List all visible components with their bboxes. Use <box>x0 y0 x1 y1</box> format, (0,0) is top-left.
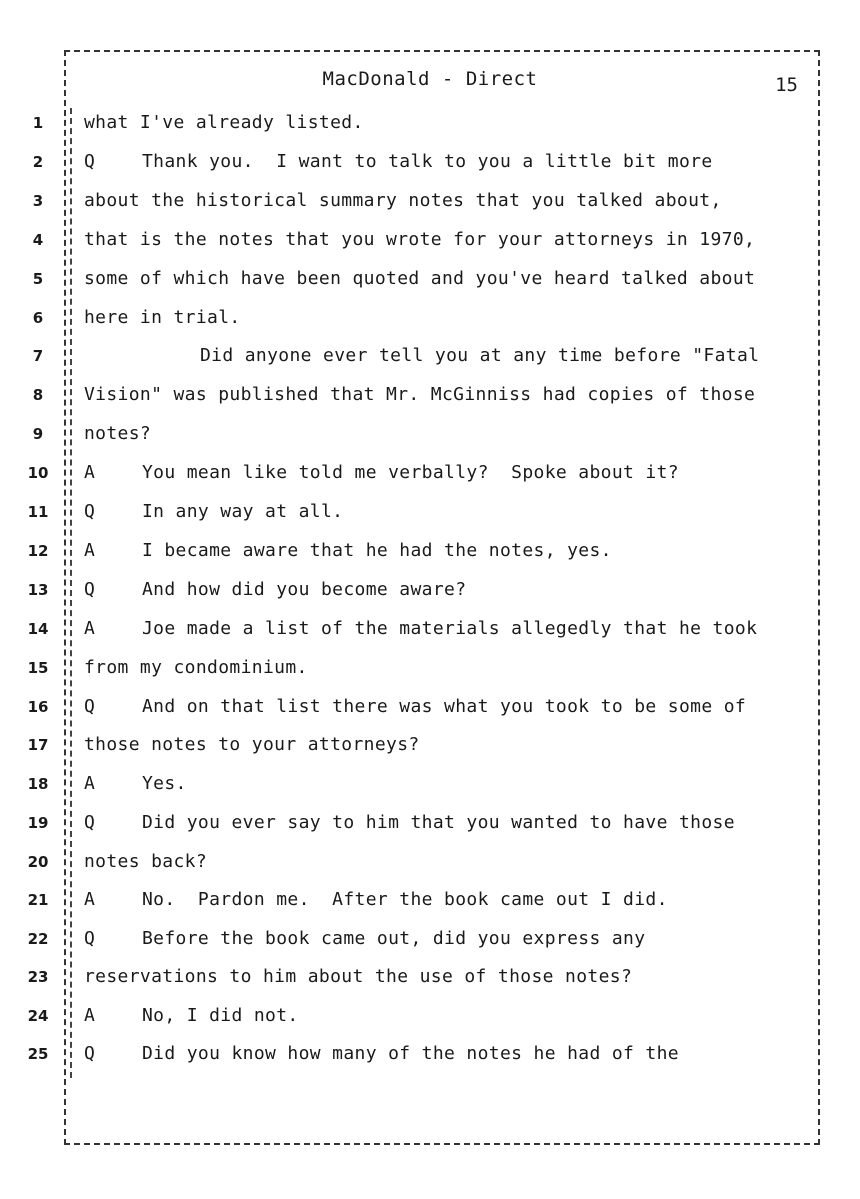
transcript-line <box>0 110 860 140</box>
transcript-line <box>0 810 860 840</box>
transcript-line <box>0 577 860 607</box>
line-text: some of which have been quoted and you've heard talked about <box>84 268 756 289</box>
line-text: those notes to your attorneys? <box>84 734 420 755</box>
line-number: 7 <box>32 347 44 365</box>
speaker-label: A <box>84 773 95 794</box>
line-text: Joe made a list of the materials allegedly that he took <box>142 618 758 639</box>
line-text: Before the book came out, did you express any <box>142 928 646 949</box>
line-number: 4 <box>32 231 44 249</box>
transcript-line <box>0 460 860 490</box>
line-number: 18 <box>27 775 49 793</box>
line-number: 22 <box>27 930 49 948</box>
line-number: 23 <box>27 968 49 986</box>
line-text: And how did you become aware? <box>142 579 467 600</box>
line-number: 21 <box>27 891 49 909</box>
transcript-line <box>0 1041 860 1071</box>
transcript-line <box>0 227 860 257</box>
line-number: 6 <box>32 309 44 327</box>
line-text: Did anyone ever tell you at any time before "Fatal <box>200 345 760 366</box>
line-number: 3 <box>32 192 44 210</box>
transcript-line <box>0 771 860 801</box>
speaker-label: Q <box>84 928 95 949</box>
line-number: 24 <box>27 1007 49 1025</box>
speaker-label: Q <box>84 812 95 833</box>
transcript-line <box>0 1003 860 1033</box>
transcript-line <box>0 421 860 451</box>
line-text: I became aware that he had the notes, yes. <box>142 540 612 561</box>
speaker-label: A <box>84 618 95 639</box>
line-number: 15 <box>27 659 49 677</box>
line-number: 25 <box>27 1045 49 1063</box>
line-text: Thank you. I want to talk to you a little bit more <box>142 151 713 172</box>
transcript-line <box>0 887 860 917</box>
speaker-label: A <box>84 889 95 910</box>
line-text: Did you know how many of the notes he had of the <box>142 1043 679 1064</box>
page-number: 15 <box>775 74 798 96</box>
speaker-label: Q <box>84 501 95 522</box>
line-text: In any way at all. <box>142 501 344 522</box>
transcript-line <box>0 305 860 335</box>
transcript-line <box>0 382 860 412</box>
line-number: 14 <box>27 620 49 638</box>
transcript-line <box>0 149 860 179</box>
transcript-line <box>0 964 860 994</box>
line-number: 12 <box>27 542 49 560</box>
transcript-line <box>0 343 860 373</box>
line-text: Did you ever say to him that you wanted to have those <box>142 812 735 833</box>
transcript-line <box>0 849 860 879</box>
line-number: 11 <box>27 503 49 521</box>
line-text: Yes. <box>142 773 187 794</box>
line-text: You mean like told me verbally? Spoke about it? <box>142 462 679 483</box>
line-text: No, I did not. <box>142 1005 299 1026</box>
line-text: And on that list there was what you took to be some of <box>142 696 747 717</box>
transcript-line <box>0 538 860 568</box>
line-text: notes? <box>84 423 152 444</box>
transcript-line <box>0 188 860 218</box>
transcript-line <box>0 732 860 762</box>
transcript-line <box>0 926 860 956</box>
line-text: Vision" was published that Mr. McGinniss had copies of those <box>84 384 756 405</box>
line-number: 9 <box>32 425 44 443</box>
speaker-label: A <box>84 540 95 561</box>
line-text: that is the notes that you wrote for your attorneys in 1970, <box>84 229 756 250</box>
line-text: about the historical summary notes that you talked about, <box>84 190 722 211</box>
line-number: 13 <box>27 581 49 599</box>
line-text: from my condominium. <box>84 657 308 678</box>
transcript-line <box>0 616 860 646</box>
line-text: reservations to him about the use of those notes? <box>84 966 633 987</box>
line-number: 10 <box>27 464 49 482</box>
line-text: here in trial. <box>84 307 241 328</box>
transcript-line <box>0 655 860 685</box>
line-number: 5 <box>32 270 44 288</box>
line-number: 20 <box>27 853 49 871</box>
line-number: 19 <box>27 814 49 832</box>
speaker-label: Q <box>84 1043 95 1064</box>
page-title: MacDonald - Direct <box>322 68 538 90</box>
line-number: 16 <box>27 698 49 716</box>
speaker-label: Q <box>84 579 95 600</box>
line-number: 2 <box>32 153 44 171</box>
line-text: notes back? <box>84 851 208 872</box>
line-number: 17 <box>27 736 49 754</box>
speaker-label: Q <box>84 151 95 172</box>
line-text: No. Pardon me. After the book came out I did. <box>142 889 668 910</box>
speaker-label: A <box>84 462 95 483</box>
transcript-line <box>0 694 860 724</box>
line-number: 1 <box>32 114 44 132</box>
transcript-line <box>0 499 860 529</box>
speaker-label: Q <box>84 696 95 717</box>
line-number: 8 <box>32 386 44 404</box>
line-text: what I've already listed. <box>84 112 364 133</box>
transcript-line <box>0 266 860 296</box>
speaker-label: A <box>84 1005 95 1026</box>
